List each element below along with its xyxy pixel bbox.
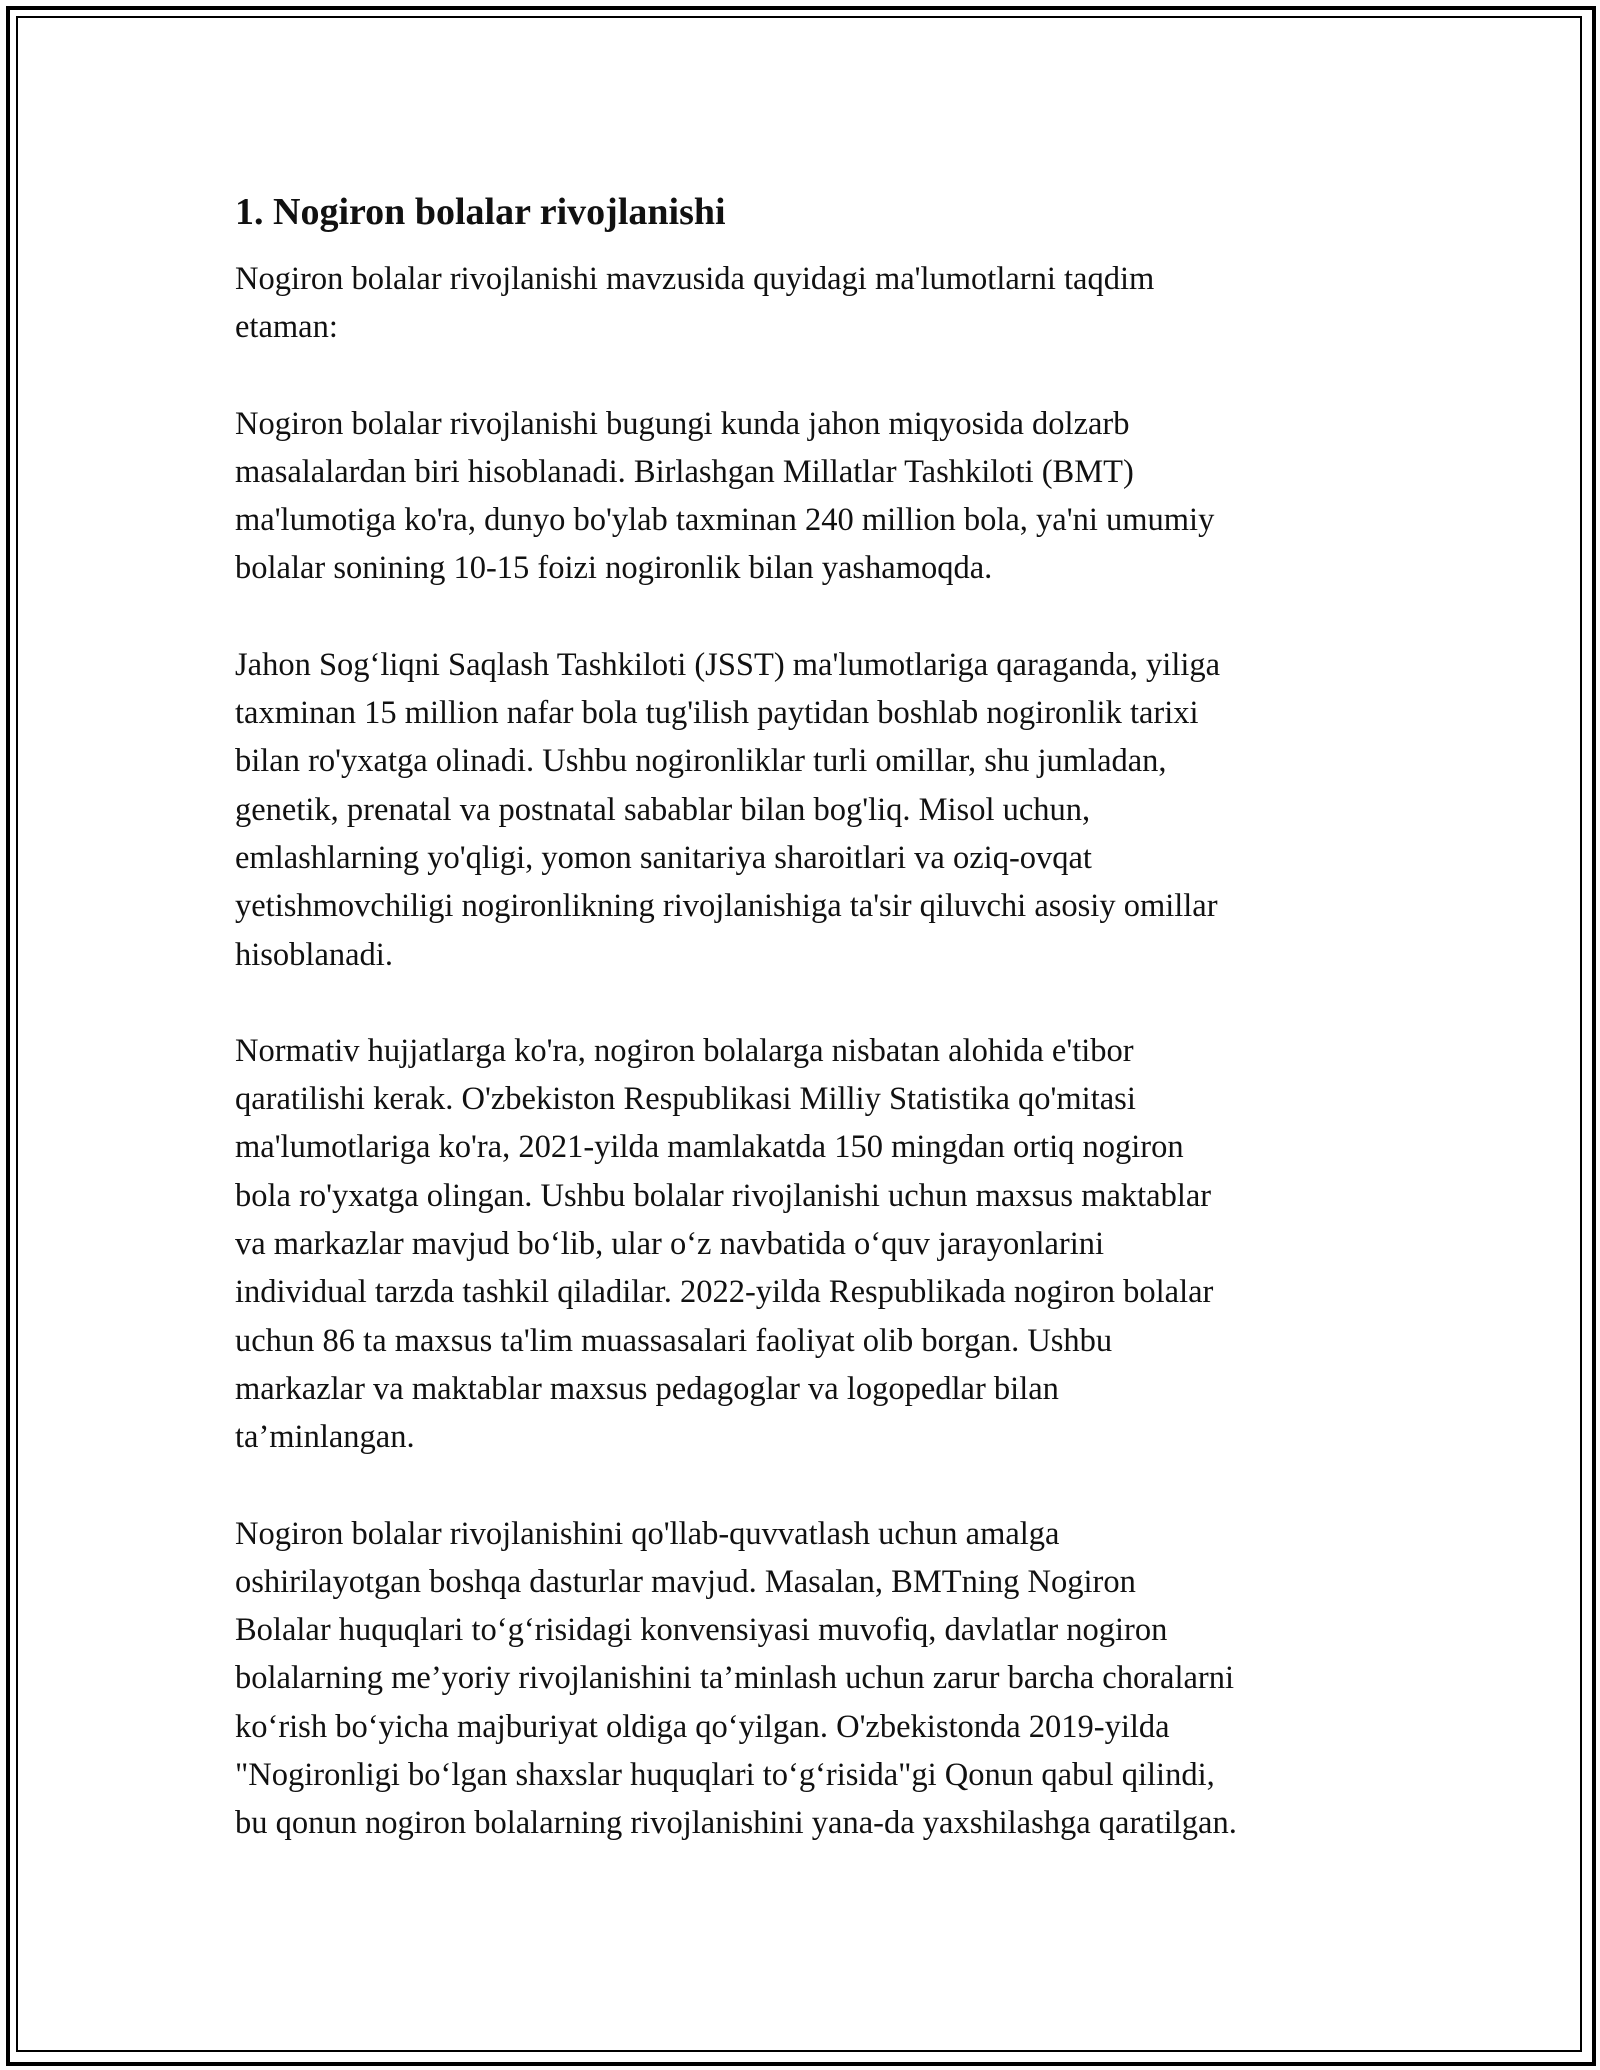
text-line: Nogiron bolalar rivojlanishi bugungi kunda jahon miqyosida dolzarb bbox=[235, 405, 1130, 442]
paragraph-jsst bbox=[235, 641, 1385, 979]
paragraph-bmt bbox=[235, 400, 1385, 593]
text-line: etaman: bbox=[235, 309, 338, 346]
text-line: oshirilayotgan boshqa dasturlar mavjud. Masalan, BMTning Nogiron bbox=[235, 1563, 1136, 1600]
text-line: uchun 86 ta maxsus ta'lim muassasalari faoliyat olib borgan. Ushbu bbox=[235, 1322, 1113, 1359]
text-line: qaratilishi kerak. O'zbekiston Respublikasi Milliy Statistika qo'mitasi bbox=[235, 1081, 1136, 1118]
text-line: va markazlar mavjud bo‘lib, ular o‘z navbatida o‘quv jarayonlarini bbox=[235, 1226, 1105, 1263]
text-line: ta’minlangan. bbox=[235, 1419, 415, 1456]
text-line: emlashlarning yo'qligi, yomon sanitariya sharoitlari va oziq-ovqat bbox=[235, 839, 1092, 876]
paragraph-dasturlar bbox=[235, 1510, 1385, 1848]
text-line: bola ro'yxatga olingan. Ushbu bolalar rivojlanishi uchun maxsus maktablar bbox=[235, 1177, 1212, 1214]
text-line: bolalarning me’yoriy rivojlanishini ta’minlash uchun zarur barcha choralarni bbox=[235, 1660, 1235, 1697]
text-line: Jahon Sog‘liqni Saqlash Tashkiloti (JSST) ma'lumotlariga qaraganda, yiliga bbox=[235, 646, 1221, 683]
text-line: bilan ro'yxatga olinadi. Ushbu nogironliklar turli omillar, shu jumladan, bbox=[235, 743, 1167, 780]
text-line: ma'lumotiga ko'ra, dunyo bo'ylab taxminan 240 million bola, ya'ni umumiy bbox=[235, 502, 1215, 539]
text-line: masalalardan biri hisoblanadi. Birlashgan Millatlar Tashkiloti (BMT) bbox=[235, 453, 1134, 490]
text-line: bolalar sonining 10-15 foizi nogironlik bilan yashamoqda. bbox=[235, 550, 993, 587]
section-heading: 1. Nogiron bolalar rivojlanishi bbox=[235, 191, 726, 233]
document-body bbox=[235, 187, 1385, 1896]
text-line: "Nogironligi bo‘lgan shaxslar huquqlari to‘g‘risida"gi Qonun qabul qilindi, bbox=[235, 1757, 1215, 1794]
text-line: taxminan 15 million nafar bola tug'ilish paytidan boshlab nogironlik tarixi bbox=[235, 695, 1199, 732]
paragraph-intro bbox=[235, 255, 1385, 352]
text-line: ko‘rish bo‘yicha majburiyat oldiga qo‘yilgan. O'zbekistonda 2019-yilda bbox=[235, 1708, 1170, 1745]
paragraph-normativ bbox=[235, 1027, 1385, 1462]
text-line: individual tarzda tashkil qiladilar. 2022-yilda Respublikada nogiron bolalar bbox=[235, 1274, 1214, 1311]
text-line: Nogiron bolalar rivojlanishini qo'llab-quvvatlash uchun amalga bbox=[235, 1515, 1060, 1552]
text-line: yetishmovchiligi nogironlikning rivojlanishiga ta'sir qiluvchi asosiy omillar bbox=[235, 888, 1218, 925]
text-line: Nogiron bolalar rivojlanishi mavzusida quyidagi ma'lumotlarni taqdim bbox=[235, 261, 1155, 297]
text-line: genetik, prenatal va postnatal sabablar bilan bog'liq. Misol uchun, bbox=[235, 791, 1091, 828]
text-line: Normativ hujjatlarga ko'ra, nogiron bolalarga nisbatan alohida e'tibor bbox=[235, 1032, 1134, 1069]
text-line: markazlar va maktablar maxsus pedagoglar va logopedlar bilan bbox=[235, 1370, 1059, 1407]
text-line: ma'lumotlariga ko'ra, 2021-yilda mamlakatda 150 mingdan ortiq nogiron bbox=[235, 1129, 1184, 1166]
text-line: Bolalar huquqlari to‘g‘risidagi konvensiyasi muvofiq, davlatlar nogiron bbox=[235, 1612, 1168, 1649]
text-line: bu qonun nogiron bolalarning rivojlanishini yana-da yaxshilashga qaratilgan. bbox=[235, 1805, 1237, 1842]
text-line: hisoblanadi. bbox=[235, 936, 393, 973]
